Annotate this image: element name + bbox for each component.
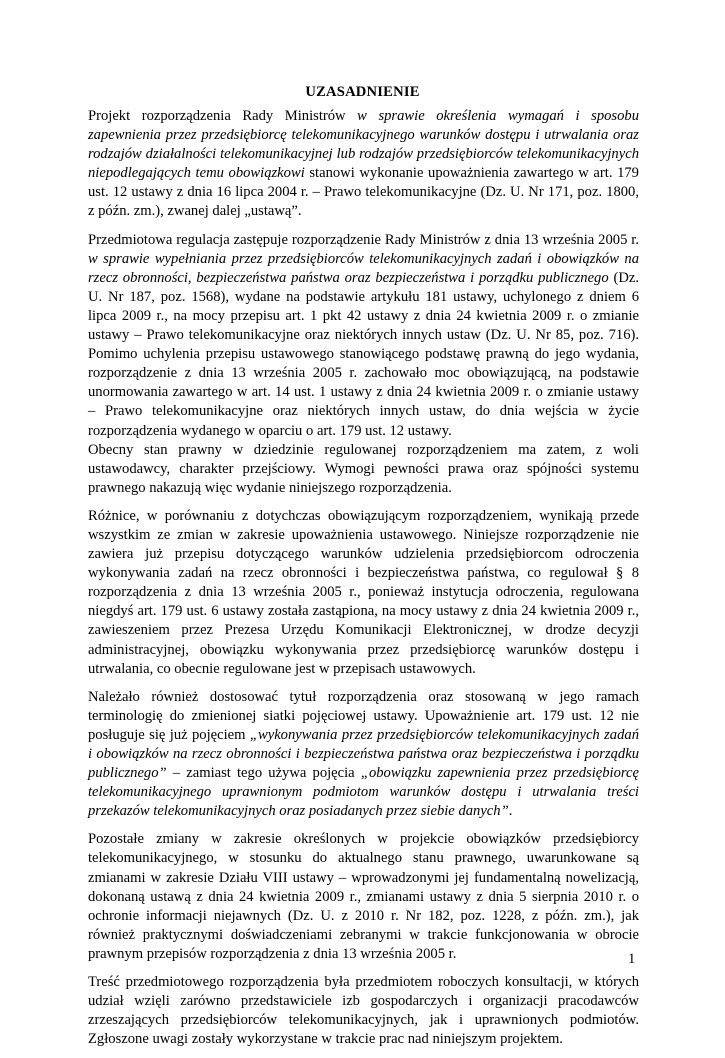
paragraph-7-text: Treść przedmiotowego rozporządzenia była przedmiotem roboczych konsultacji, w których udział wzięli zarówno przedstawiciele izb gospodarczych i organizacji pracodawców zrzeszających przedsiębiorców telekomunikacyjnych, jak i uprawnionych podmiotów. Zgłoszone uwagi zostały wykorzystane w trakcie prac nad niniejszym projektem.: [88, 974, 639, 1048]
paragraph-5-text-end: .: [508, 803, 513, 820]
paragraph-3-text: Obecny stan prawny w dziedzinie regulowanej rozporządzeniem ma zatem, z woli ustawodawcy, charakter przejściowy. Wymogi pewności prawa oraz spójności systemu prawnego nakazują więc wydanie niniejszego rozporządzenia.: [88, 441, 639, 496]
paragraph-1-text: Projekt rozporządzenia Rady Ministrów: [88, 108, 358, 124]
paragraph-1-text-end: stanowi wykonanie upoważnienia zawartego w art. 179 ust. 12 ustawy z dnia 16 lipca 2004 r. – Prawo telekomunikacyjne (Dz. U. Nr 171, poz. 1800, z późn. zm.), zwanej dalej „ustawą”.: [88, 165, 639, 220]
paragraph-6: [88, 830, 639, 964]
page-number: 1: [628, 951, 636, 967]
paragraph-5-new-term: „obowiązku zapewnienia przez przedsiębiorcę telekomunikacyjnego uprawnionym podmiotom warunków dostępu i utrwalania treści przekazów telekomunikacyjnych oraz posiadanych przez siebie danych”: [88, 765, 640, 820]
paragraph-1-regulation-title: w sprawie określenia wymagań i sposobu zapewnienia przez przedsiębiorcę telekomunikacyjnego warunków dostępu i utrwalania oraz rodzajów działalności telekomunikacyjnej lub rodzajów przedsiębiorców telekomunikacyjnych niepodlegających temu obowiązkowi: [88, 108, 640, 182]
paragraph-2-text-end: (Dz. U. Nr 187, poz. 1568), wydane na podstawie artykułu 181 ustawy, uchylonego z dniem 6 lipca 2009 r., na mocy przepisu art. 1 pkt 42 ustawy z dnia 24 kwietnia 2009 r. o zmianie ustawy – Prawo telekomunikacyjne oraz niektórych innych ustaw (Dz. U. Nr 85, poz. 716). Pomimo uchylenia przepisu ustawowego stanowiącego podstawę prawną do jego wydania, rozporządzenie z dnia 13 września 2005 r. zachowało moc obowiązującą, na podstawie unormowania zawartego w art. 14 ust. 1 ustawy z dnia 24 kwietnia 2009 r. o zmianie ustawy – Prawo telekomunikacyjne oraz niektórych innych ustaw, do dnia wejścia w życie rozporządzenia wydanego w oparciu o art. 179 ust. 12 ustawy.: [88, 269, 639, 439]
paragraph-6-text: Pozostałe zmiany w zakresie określonych w projekcie obowiązków przedsiębiorcy telekomunikacyjnego, w stosunku do aktualnego stanu prawnego, uwarunkowane są zmianami w zakresie Działu VIII ustawy – wprowadzonymi jej fundamentalną nowelizacją, dokonaną ustawą z dnia 24 kwietnia 2009 r., zmianami ustawy z dnia 5 sierpnia 2010 r. o ochronie informacji niejawnych (Dz. U. z 2010 r. Nr 182, poz. 1228, z późn. zm.), jak również praktycznymi doświadczeniami zebranymi w trakcie funkcjonowania w obrocie prawnym przepisów rozporządzenia z dnia 13 września 2005 r.: [88, 831, 639, 962]
paragraph-4: [88, 507, 639, 679]
paragraph-5: [88, 688, 639, 822]
paragraph-3: [88, 441, 639, 498]
document-body: [88, 107, 639, 1058]
paragraph-1: [88, 107, 639, 222]
paragraph-5-old-term: „wykonywania przez przedsiębiorców telekomunikacyjnych zadań i obowiązków na rzecz obronności i bezpieczeństwa państwa oraz bezpieczeństwa i porządku publicznego”: [88, 726, 639, 782]
paragraph-2: [88, 231, 639, 441]
paragraph-5-text: Należało również dostosować tytuł rozporządzenia oraz stosowaną w jego ramach terminologię do zmienionej siatki pojęciowej ustawy. Upoważnienie art. 179 ust. 12 nie posługuje się już pojęciem: [88, 688, 639, 743]
paragraph-7: [88, 973, 639, 1049]
paragraph-5-text-mid: – zamiast tego używa pojęcia: [166, 765, 361, 782]
document-title: UZASADNIENIE: [305, 84, 420, 100]
paragraph-4-text: Różnice, w porównaniu z dotychczas obowiązującym rozporządzeniem, wynikają przede wszystkim ze zmian w zakresie upoważnienia ustawowego. Niniejsze rozporządzenie nie zawiera już przepisu dotyczącego warunków udzielenia przedsiębiorcom odroczenia wykonywania zadań na rzecz obronności i bezpieczeństwa państwa, co regulował § 8 rozporządzenia z dnia 13 września 2005 r., ponieważ instytucja odroczenia, regulowana niegdyś art. 179 ust. 6 ustawy została zastąpiona, na mocy ustawy z dnia 24 kwietnia 2009 r., zawieszeniem przez Prezesa Urzędu Komunikacji Elektronicznej, w drodze decyzji administracyjnej, obowiązku wykonywania przez przedsiębiorcę warunków dostępu i utrwalania, co obecnie regulowane jest w przepisach ustawowych.: [88, 507, 639, 677]
paragraph-2-text: Przedmiotowa regulacja zastępuje rozporządzenie Rady Ministrów z dnia 13 września 2005 r.: [88, 231, 639, 248]
paragraph-2-regulation-title: w sprawie wypełniania przez przedsiębiorców telekomunikacyjnych zadań i obowiązków na rzecz obronności, bezpieczeństwa państwa oraz bezpieczeństwa i porządku publicznego: [88, 250, 639, 286]
